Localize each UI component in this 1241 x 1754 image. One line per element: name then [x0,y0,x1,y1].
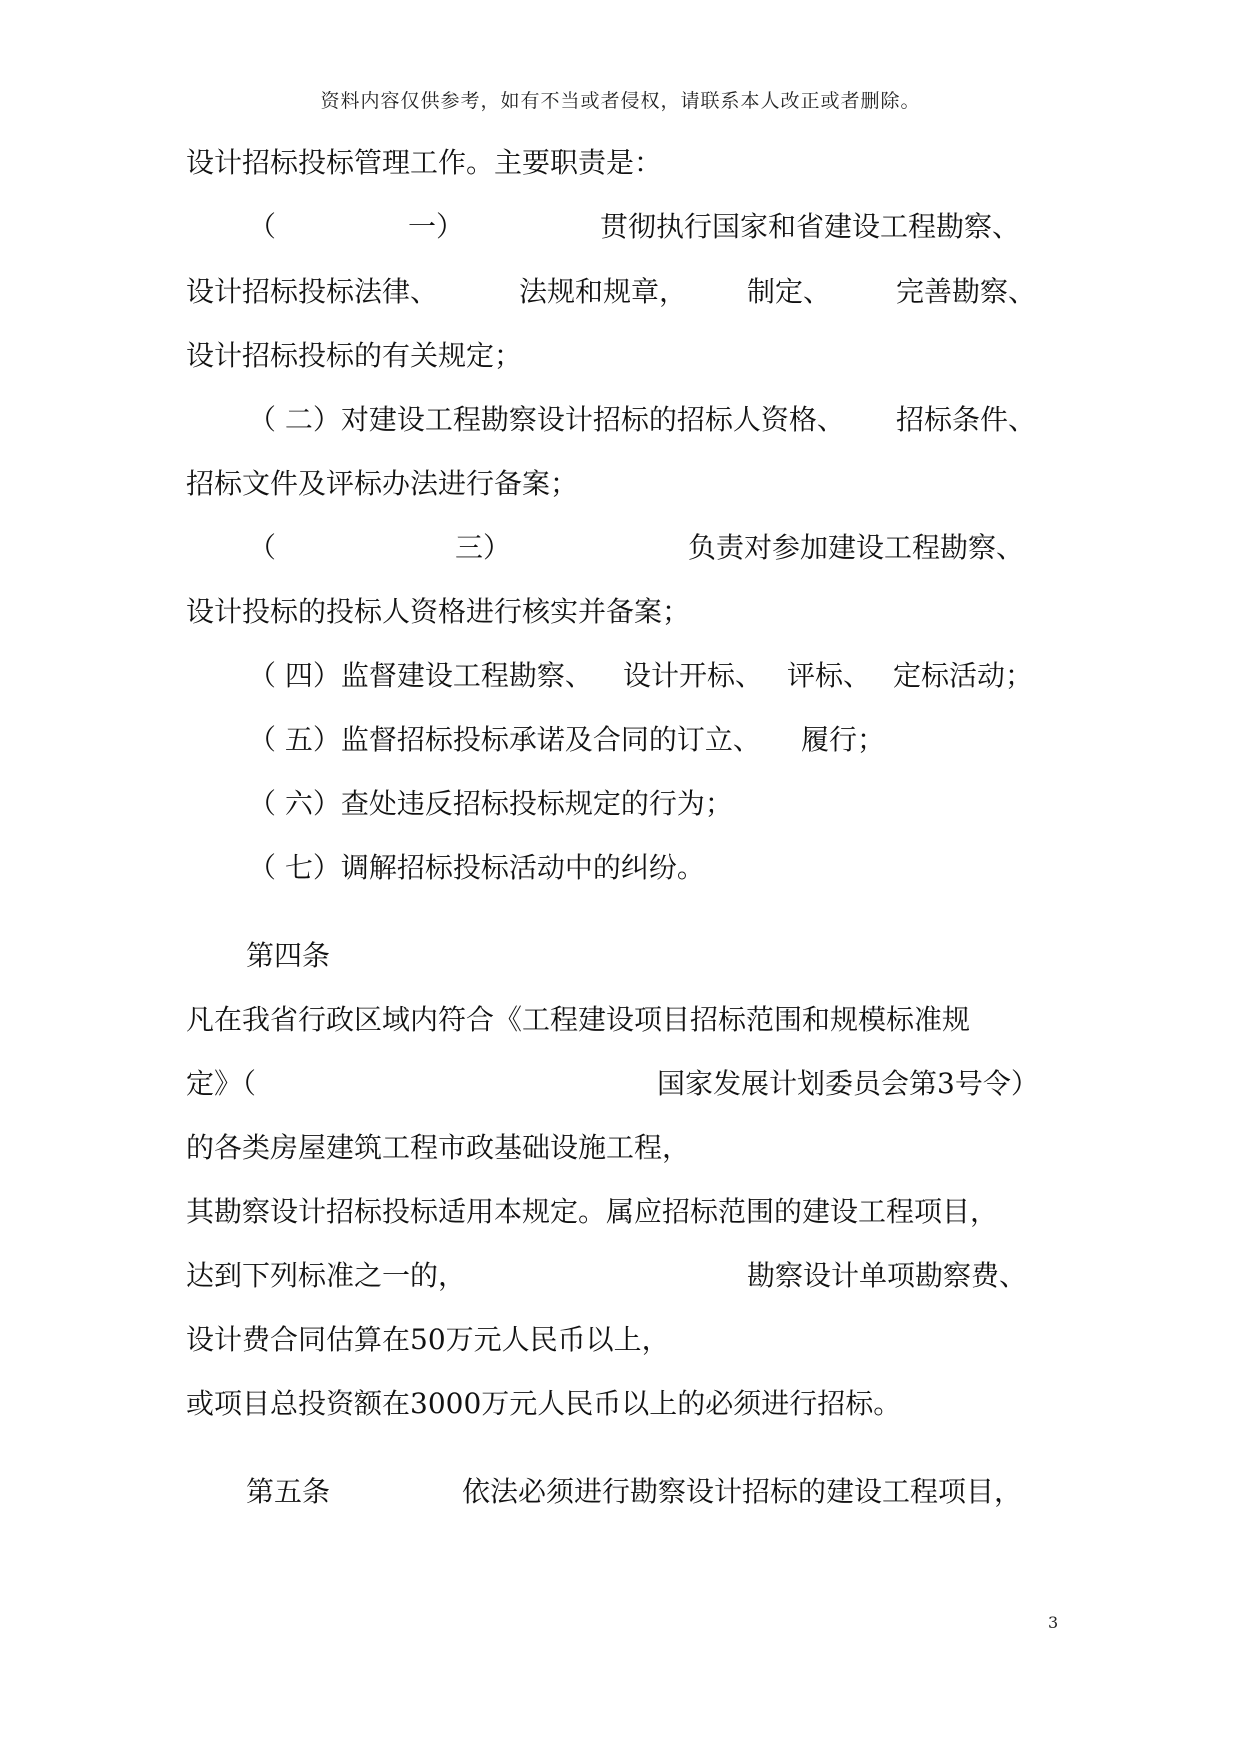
body-line [747,1258,1027,1294]
body-line [186,594,690,630]
text-segment: 法规和规章， [519,275,688,308]
body-line [186,1066,256,1102]
text-segment: 设计招标投标管理工作。主要职责是： [186,146,663,179]
body-line [186,338,522,374]
body-line [896,274,1036,310]
body-line [248,786,733,822]
body-line [747,274,831,310]
text-segment: 其勘察设计招标投标适用本规定。属应招标范围的建设工程项目， [186,1195,999,1228]
body-line [623,658,763,694]
text-segment: 第四条 [246,939,331,972]
article-heading [246,938,330,974]
page-number: 3 [1048,1613,1059,1632]
text-segment: 完善勘察、 [896,275,1037,308]
body-line [186,274,438,310]
text-segment: 依法必须进行勘察设计招标的建设工程项目， [462,1475,1023,1508]
body-line [893,658,1033,694]
body-line [248,658,593,694]
body-line [186,1194,998,1230]
text-segment: 达到下列标准之一的， [186,1259,467,1292]
body-line [186,1130,690,1166]
body-line [186,1002,970,1038]
text-segment: 设计招标投标的有关规定； [186,339,523,372]
text-segment: 设计投标的投标人资格进行核实并备案； [186,595,691,628]
text-segment: （ [248,210,277,243]
body-line [408,209,464,245]
text-segment: 定》（ [186,1067,257,1100]
text-segment: 制定、 [747,275,832,308]
body-line [186,466,578,502]
body-line [801,722,885,758]
text-segment: （ 四）监督建设工程勘察、 [248,659,593,692]
text-segment: 履行； [801,723,886,756]
text-segment: 或项目总投资额在3000万元人民币以上的必须进行招标。 [186,1387,902,1420]
body-line [688,530,1024,566]
body-line [787,658,871,694]
body-line [896,402,1036,438]
body-line [248,850,705,886]
text-segment: 勘察设计单项勘察费、 [747,1259,1028,1292]
text-segment: 评标、 [787,659,872,692]
text-segment: 设计开标、 [623,659,764,692]
text-segment: （ 五）监督招标投标承诺及合同的订立、 [248,723,761,756]
text-segment: 设计招标投标法律、 [186,275,439,308]
text-segment: （ 六）查处违反招标投标规定的行为； [248,787,733,820]
article-heading [246,1474,330,1510]
text-segment: （ [248,531,277,564]
text-segment: 国家发展计划委员会第3号令） [657,1067,1039,1100]
header-disclaimer: 资料内容仅供参考，如有不当或者侵权，请联系本人改正或者删除。 [320,90,921,112]
body-line [248,209,276,245]
body-line [455,530,511,566]
body-line [186,1386,901,1422]
text-segment: 一） [408,210,465,243]
body-line [248,722,761,758]
text-segment: （ 二）对建设工程勘察设计招标的招标人资格、 [248,403,845,436]
text-segment: （ 七）调解招标投标活动中的纠纷。 [248,851,705,884]
text-segment: 贯彻执行国家和省建设工程勘察、 [600,210,1021,243]
text-segment: 招标文件及评标办法进行备案； [186,467,579,500]
body-line [186,1322,670,1358]
body-line [248,530,276,566]
text-segment: 定标活动； [893,659,1034,692]
text-segment: 设计费合同估算在50万元人民币以上， [186,1323,670,1356]
text-segment: 第五条 [246,1475,331,1508]
body-line [519,274,687,310]
body-line [600,209,1020,245]
body-line [657,1066,1039,1102]
text-segment: 负责对参加建设工程勘察、 [688,531,1025,564]
text-segment: 凡在我省行政区域内符合《工程建设项目招标范围和规模标准规 [186,1003,971,1036]
body-line [186,1258,466,1294]
text-segment: 招标条件、 [896,403,1037,436]
body-line [462,1474,1022,1510]
body-line [186,145,662,181]
text-segment: 的各类房屋建筑工程市政基础设施工程， [186,1131,691,1164]
body-line [248,402,845,438]
text-segment: 三） [455,531,512,564]
